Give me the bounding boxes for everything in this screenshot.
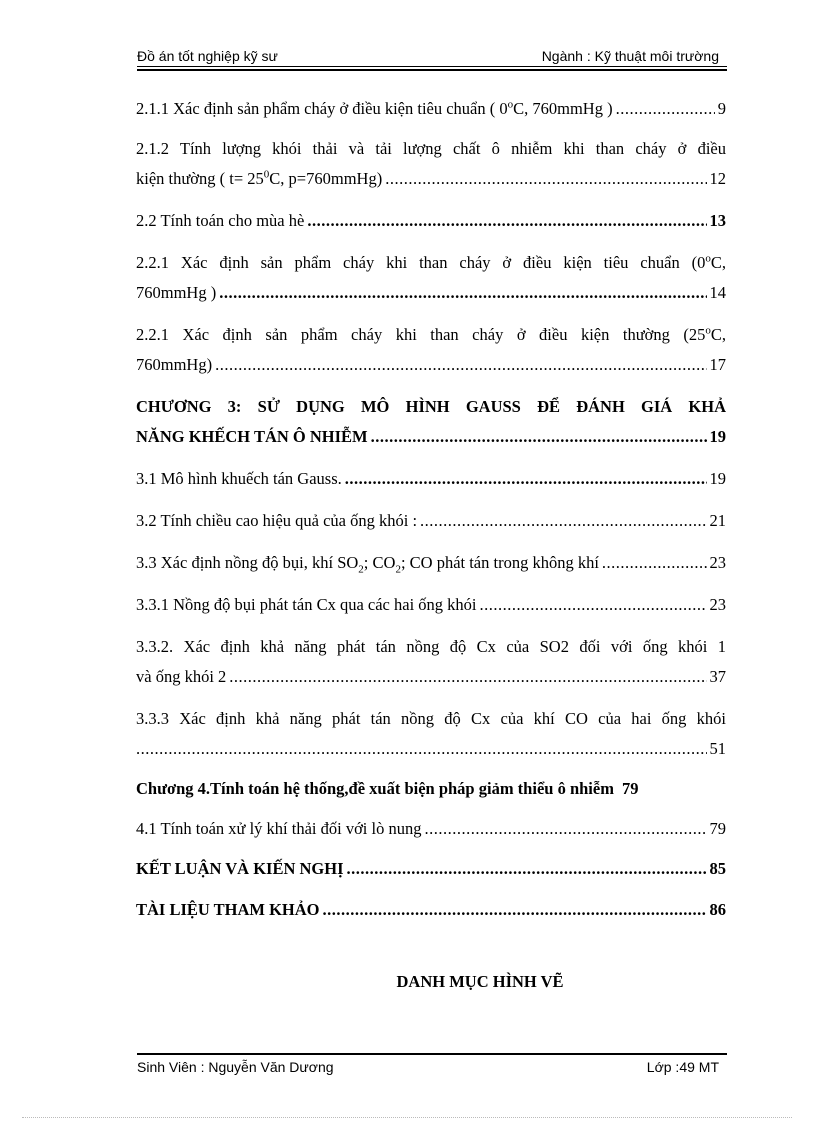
- toc-page-number: 19: [709, 427, 726, 446]
- toc-page-number: 86: [709, 900, 726, 919]
- toc-entry-text: CHƯƠNG 3: SỬ DỤNG MÔ HÌNH GAUSS ĐỂ ĐÁNH GIÁ KHẢ: [136, 397, 726, 416]
- toc-page-number: 17: [709, 355, 726, 374]
- toc-entry-text: KẾT LUẬN VÀ KIẾN NGHỊ: [136, 859, 344, 878]
- toc-page-number: 79: [621, 779, 639, 798]
- toc-entry-text: 2.1.1 Xác định sản phẩm cháy ở điều kiện tiêu chuẩn ( 0$^o$C, 760mmHg ): [136, 98, 613, 118]
- dot-leader: [616, 94, 715, 124]
- header-rule-thick: [137, 69, 727, 71]
- toc-entry-chapter-3[interactable]: [136, 392, 726, 452]
- page-edge-dots: [22, 1117, 792, 1118]
- toc-page-number: 14: [709, 283, 726, 302]
- dot-leader: [345, 464, 707, 494]
- toc-entry-text: Chương 4.Tính toán hệ thống,đề xuất biện pháp giảm thiểu ô nhiễm: [136, 779, 614, 798]
- header-rule: [137, 66, 727, 67]
- toc-entry-text: 2.1.2 Tính lượng khói thải và tải lượng chất ô nhiễm khi than cháy ở điều: [136, 139, 726, 158]
- toc-entry-2-1-2[interactable]: [136, 134, 726, 194]
- toc-entry-text-cont: 760mmHg ): [136, 283, 217, 302]
- toc-entry-chapter-4[interactable]: [136, 774, 726, 804]
- toc-entry-3-3-2[interactable]: [136, 632, 726, 692]
- toc-entry-2-2[interactable]: [136, 206, 726, 236]
- toc-entry-text: 2.2.1 Xác định sản phẩm cháy khi than cháy ở điều kiện tiêu chuẩn (0$^o$C,: [136, 252, 726, 272]
- toc-entry-2-1-1[interactable]: [136, 94, 726, 124]
- dot-leader: [420, 506, 706, 536]
- toc-entry-3-2[interactable]: [136, 506, 726, 536]
- toc-entry-text-cont: và ống khói 2: [136, 667, 227, 686]
- toc-page-number: 9: [717, 99, 726, 118]
- toc-page-number: 23: [709, 595, 726, 614]
- toc-entry-text: 3.3.3 Xác định khả năng phát tán nồng độ Cx của khí CO của hai ống khói: [136, 709, 726, 728]
- dot-leader: [323, 895, 707, 925]
- toc-entry-text: TÀI LIỆU THAM KHẢO: [136, 900, 320, 919]
- toc-page-number: 13: [709, 211, 726, 230]
- toc-page-number: 37: [709, 667, 726, 686]
- dot-leader: [602, 548, 707, 578]
- toc-page-number: 23: [709, 553, 726, 572]
- header-major-label: Ngành : Kỹ thuật môi trường: [541, 48, 719, 64]
- footer-class-label: Lớp :49 MT: [646, 1059, 719, 1075]
- toc-page-number: 12: [709, 169, 726, 188]
- section-title-figures: DANH MỤC HÌNH VẼ: [396, 972, 564, 991]
- dot-leader: [385, 164, 706, 194]
- toc-entry-2-2-1-standard[interactable]: [136, 248, 726, 308]
- toc-entry-text: 3.3.2. Xác định khả năng phát tán nồng độ Cx của SO2 đối với ống khói 1: [136, 637, 726, 656]
- toc-entry-3-3-1[interactable]: [136, 590, 726, 620]
- dot-leader: [479, 590, 706, 620]
- toc-entry-text: 3.3.1 Nồng độ bụi phát tán Cx qua các hai ống khói: [136, 595, 477, 614]
- toc-entry-text: 2.2 Tính toán cho mùa hè: [136, 211, 305, 230]
- toc-entry-3-1[interactable]: [136, 464, 726, 494]
- footer-rule: [137, 1053, 727, 1055]
- dot-leader: [307, 206, 706, 236]
- toc-entry-4-1[interactable]: [136, 814, 726, 844]
- toc-entry-text: 2.2.1 Xác định sản phẩm cháy khi than cháy ở điều kiện thường (25$^o$C,: [136, 324, 726, 344]
- toc-entry-text: 4.1 Tính toán xử lý khí thải đối với lò nung: [136, 819, 422, 838]
- toc-entry-text: 3.2 Tính chiều cao hiệu quả của ống khói :: [136, 511, 418, 530]
- dot-leader: [219, 278, 706, 308]
- page-footer: [137, 1050, 727, 1076]
- toc-page-number: 79: [709, 819, 726, 838]
- toc-entry-text: 3.1 Mô hình khuếch tán Gauss.: [136, 469, 342, 488]
- toc-entry-text-cont: NĂNG KHẾCH TÁN Ô NHIỄM: [136, 427, 368, 446]
- toc-entry-2-2-1-normal[interactable]: [136, 320, 726, 380]
- toc-page-number: 21: [709, 511, 726, 530]
- dot-leader: [424, 814, 706, 844]
- dot-leader: [229, 662, 706, 692]
- header-thesis-label: Đồ án tốt nghiệp kỹ sư: [137, 48, 278, 64]
- dot-leader: [136, 734, 707, 764]
- dot-leader: [347, 854, 707, 884]
- toc-page-number: 19: [709, 469, 726, 488]
- toc-entry-text-cont: kiện thường ( $t= 25^0C$, p=760mmHg): [136, 168, 383, 188]
- toc-entry-3-3[interactable]: [136, 548, 726, 578]
- toc-page-number: 51: [709, 739, 726, 758]
- page-header: [137, 46, 727, 68]
- table-of-contents: [136, 94, 726, 925]
- toc-entry-references[interactable]: [136, 895, 726, 925]
- toc-entry-text: 3.3 Xác định nồng độ bụi, khí $SO_2$; $CO_2$; CO phát tán trong không khí: [136, 553, 599, 576]
- dot-leader: [371, 422, 707, 452]
- footer-student-label: Sinh Viên : Nguyễn Văn Dương: [137, 1059, 334, 1075]
- toc-entry-3-3-3[interactable]: [136, 704, 726, 764]
- dot-leader: [215, 350, 706, 380]
- toc-page-number: 85: [709, 859, 726, 878]
- toc-entry-text-cont: 760mmHg): [136, 355, 213, 374]
- toc-entry-conclusion[interactable]: [136, 854, 726, 884]
